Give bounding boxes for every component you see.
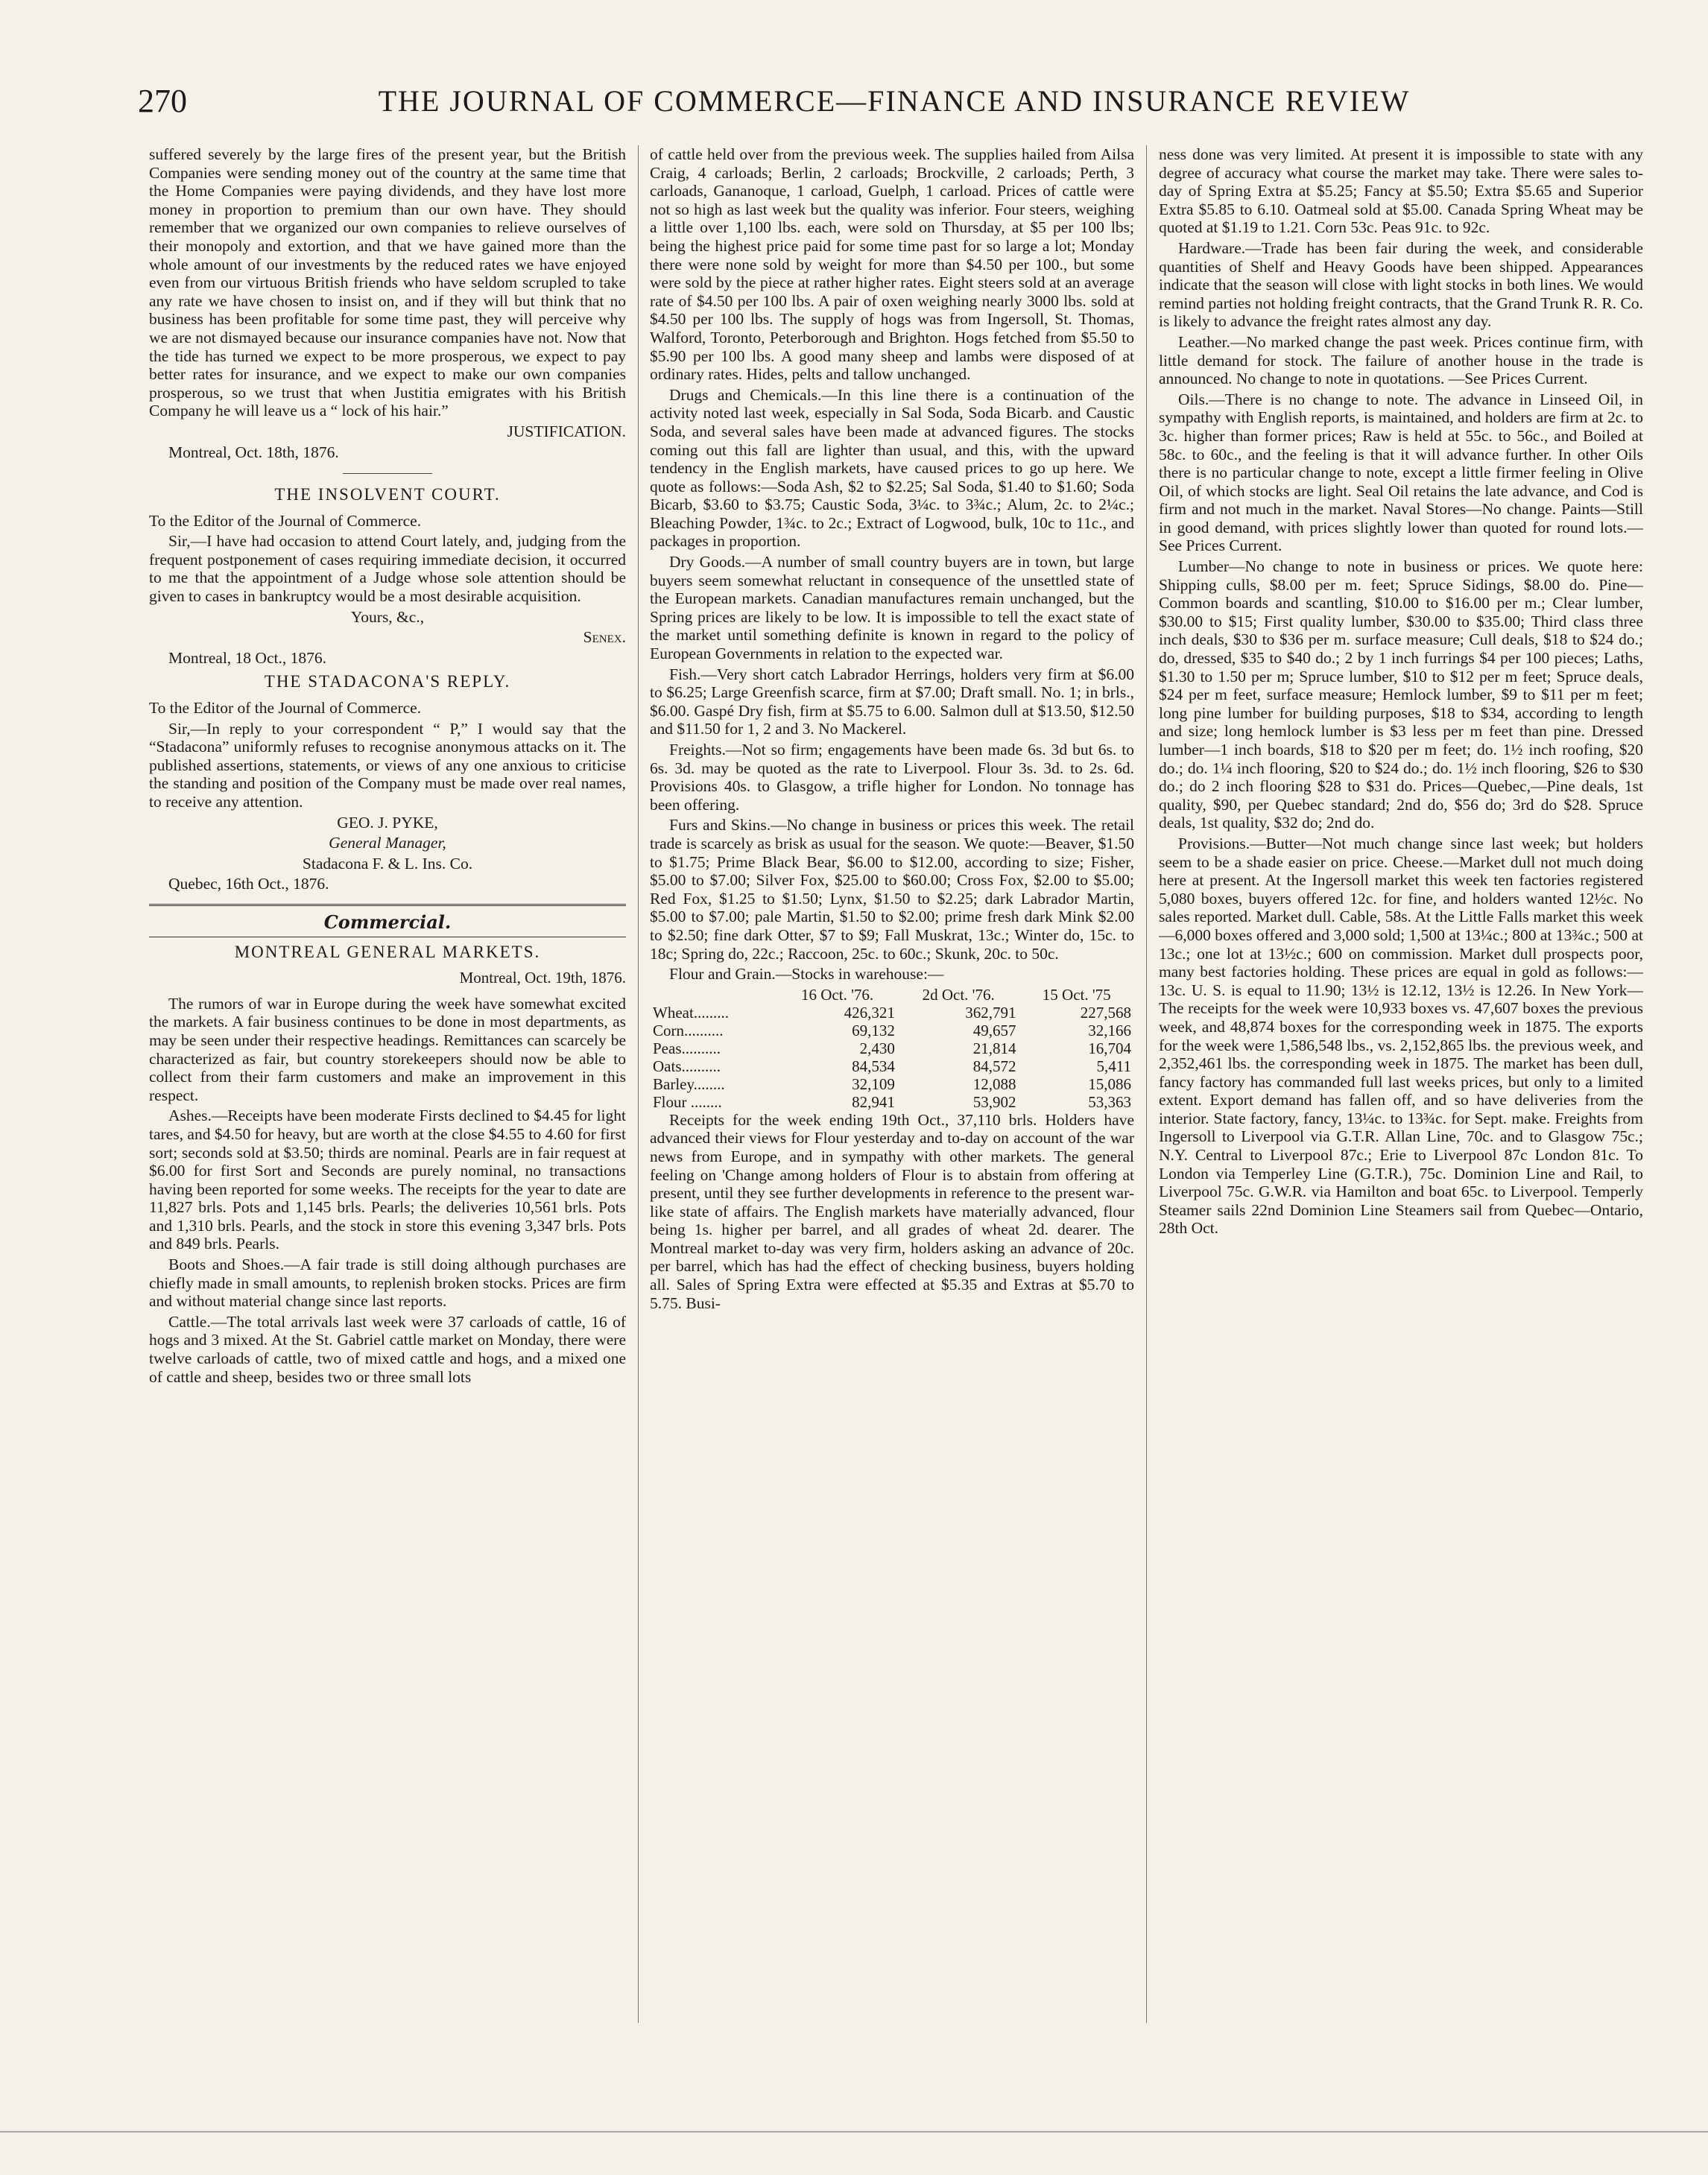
- hardware-report: Hardware.—Trade has been fair during the week, and considerable quantities of Shelf and Heavy Goods have been shipped. Appearances indicate that the season will close with light stocks in both lines. We would remind parties not holding freight contracts, that the Grand Trunk R. R. Co. is likely to advance the freight rates almost any day.: [1159, 238, 1643, 331]
- stadacona-signature-name: GEO. J. PYKE,: [337, 813, 438, 832]
- table-cell: Peas..........: [653, 1039, 721, 1057]
- fish-report: Fish.—Very short catch Labrador Herrings, holders very firm at $6.00 to $6.25; Large Greenfish scarce, firm at $7.00; Draft small. No. 1; in brls., $6.00. Gaspé Dry fish, firm at $5.75 to 6.00. Salmon dull at $13.50, $12.50 and $11.50 for 1, 2 and 3. No Mackerel.: [650, 665, 1134, 738]
- justification-dateline: Montreal, Oct. 18th, 1876.: [168, 443, 339, 461]
- table-cell: 84,572: [972, 1057, 1016, 1075]
- column-1: [149, 145, 626, 2023]
- table-cell: Oats..........: [653, 1057, 721, 1075]
- insolvent-court-dateline: Montreal, 18 Oct., 1876.: [168, 648, 326, 667]
- table-cell: 32,166: [1088, 1021, 1131, 1039]
- drugs-chemicals-report: Drugs and Chemicals.—In this line there is a continuation of the activity noted last week, especially in Sal Soda, Soda Bicarb. and Caustic Soda, and several sales have been made at advanced figures. The stocks coming out this fall are lighter than usual, and this, with the upward tendency in the English markets, have caused prices to go up here. We quote as follows:—Soda Ash, $2 to $2.25; Sal Soda, $1.40 to $1.60; Soda Bicarb, $3.60 to $3.75; Caustic Soda, 3¼c. to 3¾c.; Alum, 2c. to 2¼c.; Bleaching Powder, 1¾c. to 2c.; Extract of Logwood, bulk, 10c to 11c., and packages in proportion.: [650, 385, 1134, 551]
- leather-report: Leather.—No marked change the past week. Prices continue firm, with little demand for stock. The failure of another house in the trade is announced. No change to note in quotations. —See Prices Current.: [1159, 332, 1643, 388]
- oils-report: Oils.—There is no change to note. The advance in Linseed Oil, in sympathy with English reports, is maintained, and holders are firm at 2c. to 3c. higher than former prices; Raw is held at 55c. to 56c., and Boiled at 58c. to 60c., and the feeling is that it will advance further. In other Oils there is no particular change to note, except a little firmer feeling in Olive Oil, of which stocks are light. Seal Oil retains the late advance, and Cod is firm and not much in the market. Naval Stores—No change. Paints—Still in good demand, with prices slightly lower than quoted for round lots.—See Prices Current.: [1159, 390, 1643, 555]
- insolvent-court-signature: Senex.: [583, 628, 626, 647]
- table-cell: 362,791: [965, 1003, 1016, 1022]
- table-cell: Wheat.........: [653, 1003, 730, 1022]
- stadacona-to-editor: To the Editor of the Journal of Commerce.: [149, 699, 422, 718]
- table-row: [650, 1075, 1134, 1093]
- table-cell: 82,941: [852, 1092, 895, 1111]
- table-cell: 227,568: [1080, 1003, 1131, 1022]
- column-header: 15 Oct. '75: [1042, 985, 1111, 1004]
- provisions-report: Provisions.—Butter—Not much change since last week; but holders seem to be a shade easier on price. Cheese.—Market dull not much doing here at present. At the Ingersoll market this week ten factories registered 5,080 boxes, buyers offered 12c. for fine, and holders wanted 12½c. No sales reported. Market dull. Cable, 58s. At the Little Falls market this week—6,000 boxes offered and 3,000 sold; 1,500 at 13¼c.; 800 at 13¾c.; 500 at 13c.; one lot at 13½c.; 600 on commission. Market dull prospects poor, many best factories holding. These prices are equal in gold as follows:—13c. U. S. is equal to 11.90; 13½ is 12.12, 13½ is 12.26. In New York—The receipts for the week were 10,933 boxes vs. 47,607 boxes the previous week, and 48,874 boxes for the corresponding week in 1875. The exports for the week were 1,586,548 lbs., vs. 2,152,865 lbs. the previous week, and 2,352,461 lbs. the corresponding week in 1875. The market has been dull, fancy factory has commanded full last weeks prices, but only to a limited extent. Export demand has fallen off, and so have deliveries from the interior. State factory, fancy, 13¼c. to 13¾c. for Sept. make. Freights from Ingersoll to Liverpool via G.T.R. Allan Line, 70c. and to Glasgow 75c.; N.Y. Central to Liverpool 87c.; Erie to Liverpool 87c London 81c. To London via Temperley Line (G.T.R.), 75c. Dominion Line and Rail, to Liverpool 75c. G.W.R. via Hamilton and boat 65c. to Liverpool. Temperly Steamer sails 22nd Dominion Line Steamers sail from Quebec—Ontario, 28th Oct.: [1159, 834, 1643, 1238]
- column-header: 16 Oct. '76.: [801, 985, 874, 1004]
- insolvent-court-to-editor: To the Editor of the Journal of Commerce.: [149, 511, 422, 530]
- furs-skins-report: Furs and Skins.—No change in business or prices this week. The retail trade is scarcely as brisk as usual for the season. We quote:—Beaver, $1.50 to $1.75; Prime Black Bear, $6.00 to $12.00, according to size; Fisher, $5.00 to $7.00; Silver Fox, $25.00 to $60.00; Cross Fox, $2.00 to $5.00; Red Fox, $1.25 to $1.50; Lynx, $1.50 to $2.25; dark Labrador Martin, $5.00 to $7.00; pale Martin, $1.50 to $2.00; prime fresh dark Mink $2.00 to $2.50; fine dark Otter, $7 to $9; Fall Muskrat, 13c.; Winter do, 15c. to 18c; Spring do, 22c.; Raccoon, 25c. to 60c.; Skunk, 20c. to 50c.: [650, 816, 1134, 963]
- table-cell: 16,704: [1088, 1039, 1131, 1057]
- insolvent-court-title: THE INSOLVENT COURT.: [274, 485, 501, 504]
- table-cell: 32,109: [852, 1074, 895, 1093]
- table-cell: 2,430: [859, 1039, 895, 1057]
- table-row: [650, 1057, 1134, 1075]
- grain-stocks-table: [650, 986, 1134, 1111]
- page-bottom-rule: [0, 2131, 1708, 2133]
- markets-dateline: Montreal, Oct. 19th, 1876.: [459, 969, 626, 987]
- table-cell: Corn..........: [653, 1021, 724, 1039]
- dry-goods-report: Dry Goods.—A number of small country buyers are in town, but large buyers seem somewhat reluctant in consequence of the unsettled state of the European markets. Canadian manufactures remain unchanged, but the Spring prices are likely to be low. It is impossible to tell the exact state of the market until something definite is known in regard to the policy of European Governments in relation to the expected war.: [650, 553, 1134, 663]
- table-cell: 21,814: [972, 1039, 1016, 1057]
- table-cell: 426,321: [844, 1003, 895, 1022]
- table-row: [650, 1039, 1134, 1057]
- insolvent-court-closing: Yours, &c.,: [350, 607, 425, 626]
- table-row: [650, 1093, 1134, 1111]
- commercial-section-title: Commercial.: [323, 911, 452, 933]
- stadacona-signature-title: General Manager,: [329, 834, 446, 852]
- stadacona-body: Sir,—In reply to your correspondent “ P,” I would say that the “Stadacona” uniformly refuses to recognise anonymous attacks on it. The published assertions, statements, or views of any one anxious to criticise the standing and position of the Company must be made over real names, to receive any attention.: [149, 719, 626, 811]
- table-cell: 5,411: [1096, 1057, 1131, 1075]
- table-row: [650, 1022, 1134, 1039]
- column-rule: [638, 145, 639, 2023]
- table-cell: 69,132: [852, 1021, 895, 1039]
- table-cell: 53,363: [1088, 1092, 1131, 1111]
- column-header: [650, 986, 776, 1004]
- page-number: 270: [138, 82, 187, 119]
- stadacona-signature-company: Stadacona F. & L. Ins. Co.: [302, 854, 473, 873]
- markets-title: MONTREAL GENERAL MARKETS.: [234, 942, 541, 961]
- cattle-report-start: Cattle.—The total arrivals last week were 37 carloads of cattle, 16 of hogs and 3 mixed. At the St. Gabriel cattle market on Monday, there were twelve carloads of cattle, two of mixed cattle and hogs, and a mixed one of cattle and sheep, besides two or three small lots: [149, 1312, 626, 1386]
- flour-grain-heading: Flour and Grain.—Stocks in warehouse:—: [669, 965, 944, 984]
- flour-receipts-report: Receipts for the week ending 19th Oct., 37,110 brls. Holders have advanced their views for Flour yesterday and to-day on account of the war news from Europe, and in sympathy with other markets. The general feeling on 'Change among holders of Flour is to abstain from offering at present, until they see further developments in reference to the present war-like state of affairs. The English markets have materially advanced, flour being 1s. higher per barrel, and all grades of wheat 2d. dearer. The Montreal market to-day was very firm, holders asking an advance of 20c. per barrel, which has had the effect of checking business, buyers holding all. Sales of Spring Extra were effected at $5.35 and Extras at $5.70 to 5.75. Busi-: [650, 1110, 1134, 1312]
- running-head: THE JOURNAL OF COMMERCE—FINANCE AND INSURANCE REVIEW: [378, 83, 1411, 118]
- table-cell: 84,534: [852, 1057, 895, 1075]
- justification-signature: JUSTIFICATION.: [507, 422, 626, 440]
- table-cell: 49,657: [972, 1021, 1016, 1039]
- flour-report-cont: ness done was very limited. At present it is impossible to state with any degree of accuracy what course the market may take. There were sales to-day of Spring Extra at $5.25; Fancy at $5.50; Extra $5.65 and Superior Extra $5.85 to 6.10. Oatmeal sold at $5.00. Canada Spring Wheat may be quoted at $1.19 to 1.21. Corn 53c. Peas 91c. to 92c.: [1159, 145, 1643, 237]
- table-header-row: [650, 986, 1134, 1004]
- divider: [343, 473, 432, 474]
- table-cell: 53,902: [972, 1092, 1016, 1111]
- justification-letter-body: suffered severely by the large fires of the present year, but the British Companies were sending money out of the country at the same time that the Home Companies were paying dividends, and they have lost more money in proportion to premium than our own have. They should remember that we organized our own companies to relieve ourselves of their monopoly and extortion, and that we have gained more than the whole amount of our investments by the reduced rates we have enjoyed even from our virtuous British friends who have seldom scrupled to take any rate we have chosen to insist on, and if they will but think that no business has been profitable for some time past, they will perceive why we are not dismayed because our insurance companies have not. Now that the tide has turned we expect to be more prosperous, we expect to pay better rates for insurance, and we expect to make our own companies prosperous, so we trust that when Justitia emigrates with his British Company he will leave us a “ lock of his hair.”: [149, 145, 626, 420]
- insolvent-court-body: Sir,—I have had occasion to attend Court lately, and, judging from the frequent postponement of cases requiring immediate decision, it occurred to me that the appointment of a Judge whose sole attention should be given to cases in bankruptcy would be a most desirable acquisition.: [149, 532, 626, 606]
- lumber-report: Lumber—No change to note in business or prices. We quote here: Shipping culls, $8.00 per m. feet; Spruce Sidings, $8.00 do. Pine—Common boards and scantling, $10.00 to $16.00 per m.; Clear lumber, $30.00 to $15; First quality lumber, $30.00 to $35.00; Third class three inch deals, $30 to $36 per m. surface measure; Cull deals, $18 to $24 do.; do, dressed, $35 to $40 do.; 2 by 1 inch furrings $4 per 100 pieces; Laths, $1.30 to 1.50 per m; Spruce lumber, $10 to $12 per m feet; Spruce deals, $24 per m feet, surface measure; Hemlock lumber, $9 to $11 per m feet; long pine lumber for building purposes, $18 to $34, according to length and size; long hemlock lumber is $3 less per m feet than pine. Dressed lumber—1 inch boards, $18 to $20 per m feet; do. 1½ inch roofing, $20 do.; do. 1¼ inch flooring, $20 to $24 do.; do. 1½ inch flooring, $26 to $30 do.; do 2 inch flooring $28 to $31 do. Prices—Quebec,—Pine deals, 1st quality, $90, per Quebec standard; 2nd do, $56 do; 3rd do $28. Spruce deals, 1st quality, $32 do; 2nd do.: [1159, 557, 1643, 832]
- section-divider: [149, 904, 626, 906]
- table-cell: Barley........: [653, 1074, 725, 1093]
- table-cell: Flour ........: [653, 1092, 722, 1111]
- ashes-report: Ashes.—Receipts have been moderate Firsts declined to $4.45 for light tares, and $4.50 for heavy, but are worth at the close $4.55 to 4.60 for first sort; seconds sold at $3.50; thirds are nominal. Pearls are in fair request at $6.00 for first Sort and Seconds are purely nominal, no transactions having been reported for some weeks. The receipts for the year to date are 11,827 brls. Pots and 1,145 brls. Pearls; the deliveries 10,561 brls. Pots and 1,310 brls. Pearls, and the stock in store this evening 3,347 brls. Pots and 849 brls. Pearls.: [149, 1107, 626, 1253]
- cattle-report-cont: of cattle held over from the previous week. The supplies hailed from Ailsa Craig, 4 carloads; Berlin, 2 carloads; Brockville, 2 carloads; Perth, 3 carloads, Gananoque, 1 carload, Guelph, 1 carload. Prices of cattle were not so high as last week but the quality was inferior. Four steers, weighing a little over 1,100 lbs. each, were sold on Thursday, at $5 per 100 lbs; being the highest price paid for some time past for so large a lot; Monday there were none sold by weight for more than $4.50 per 100., but some were sold by the piece at rather higher rates. Eight steers sold at an average rate of $4.50 per 100 lbs. A pair of oxen weighing nearly 3000 lbs. sold at $4.50 per 100 lbs. The supply of hogs was from Ingersoll, St. Thomas, Walford, Toronto, Peterborough and Brighton. Hogs fetched from $5.50 to $5.90 per 100 lbs. A good many sheep and lambs were disposed of at ordinary rates. Hides, pelts and tallow unchanged.: [650, 145, 1134, 384]
- stadacona-dateline: Quebec, 16th Oct., 1876.: [168, 875, 329, 893]
- markets-intro: The rumors of war in Europe during the week have somewhat excited the markets. A fair business continues to be done in most departments, as may be seen under their respective headings. Remittances can scarcely be characterized as fair, but country storekeepers should now be able to collect from their farm customers and make an improvement in this respect.: [149, 994, 626, 1104]
- column-rule: [1146, 145, 1147, 2023]
- page-header: [138, 75, 1569, 127]
- boots-shoes-report: Boots and Shoes.—A fair trade is still doing although purchases are chiefly made in small amounts, to replenish broken stocks. Prices are firm and without material change since last reports.: [149, 1256, 626, 1311]
- column-header: 2d Oct. '76.: [922, 985, 995, 1004]
- column-2: [650, 145, 1134, 2023]
- table-row: [650, 1004, 1134, 1022]
- table-cell: 12,088: [972, 1074, 1016, 1093]
- stadacona-reply-title: THE STADACONA'S REPLY.: [264, 672, 511, 691]
- freights-report: Freights.—Not so firm; engagements have been made 6s. 3d but 6s. to 6s. 3d. may be quoted as the rate to Liverpool. Flour 3s. 3d. to 2s. 6d. Provisions 40s. to Glasgow, a trifle higher for London. No tonnage has been offering.: [650, 741, 1134, 814]
- table-cell: 15,086: [1088, 1074, 1131, 1093]
- column-3: [1159, 145, 1643, 2023]
